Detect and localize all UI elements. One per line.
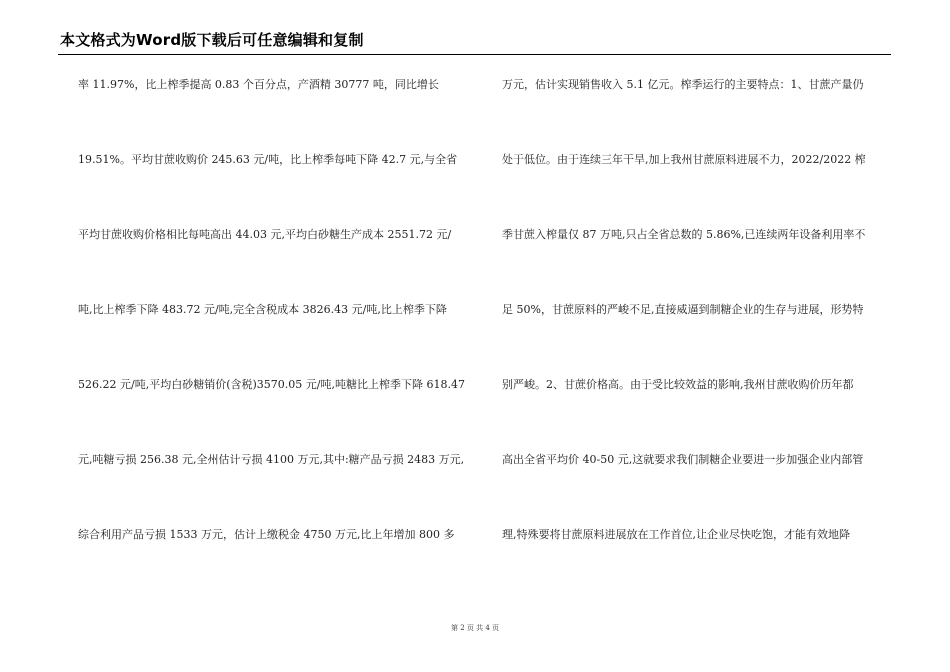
text-line: 季甘蔗入榨量仅 87 万吨,只占全省总数的 5.86%,已连续两年设备利用率不 bbox=[502, 228, 866, 241]
text-line: 19.51%。平均甘蔗收购价 245.63 元/吨，比上榨季每吨下降 42.7 元,与全省 bbox=[78, 153, 458, 166]
text-line: 平均甘蔗收购价格相比每吨高出 44.03 元,平均白砂糖生产成本 2551.72 元/ bbox=[78, 228, 452, 241]
text-line: 吨,比上榨季下降 483.72 元/吨,完全含税成本 3826.43 元/吨,比上榨季下降 bbox=[78, 303, 447, 316]
text-line: 处于低位。由于连续三年干旱,加上我州甘蔗原料进展不力，2022/2022 榨 bbox=[502, 153, 866, 166]
text-line: 综合利用产品亏损 1533 万元，估计上缴税金 4750 万元,比上年增加 800 多 bbox=[78, 528, 455, 541]
text-line: 526.22 元/吨,平均白砂糖销价(含税)3570.05 元/吨,吨糖比上榨季下降 618.47 bbox=[78, 378, 465, 391]
header-divider bbox=[58, 54, 891, 55]
text-line: 理,特殊要将甘蔗原料进展放在工作首位,让企业尽快吃饱，才能有效地降 bbox=[502, 528, 850, 541]
text-line: 高出全省平均价 40-50 元,这就要求我们制糖企业要进一步加强企业内部管 bbox=[502, 453, 864, 466]
page-header-title: 本文格式为Word版下载后可任意编辑和复制 bbox=[60, 31, 364, 49]
text-line: 别严峻。2、甘蔗价格高。由于受比较效益的影响,我州甘蔗收购价历年都 bbox=[502, 378, 854, 391]
page-number: 第 2 页 共 4 页 bbox=[450, 624, 500, 632]
text-line: 万元，估计实现销售收入 5.1 亿元。榨季运行的主要特点：1、甘蔗产量仍 bbox=[502, 78, 864, 91]
text-line: 足 50%，甘蔗原料的严峻不足,直接威逼到制糖企业的生存与进展，形势特 bbox=[502, 303, 864, 316]
text-line: 元,吨糖亏损 256.38 元,全州估计亏损 4100 万元,其中:糖产品亏损 2483 万元, bbox=[78, 453, 465, 466]
text-line: 率 11.97%，比上榨季提高 0.83 个百分点，产酒精 30777 吨，同比增长 bbox=[78, 78, 439, 91]
